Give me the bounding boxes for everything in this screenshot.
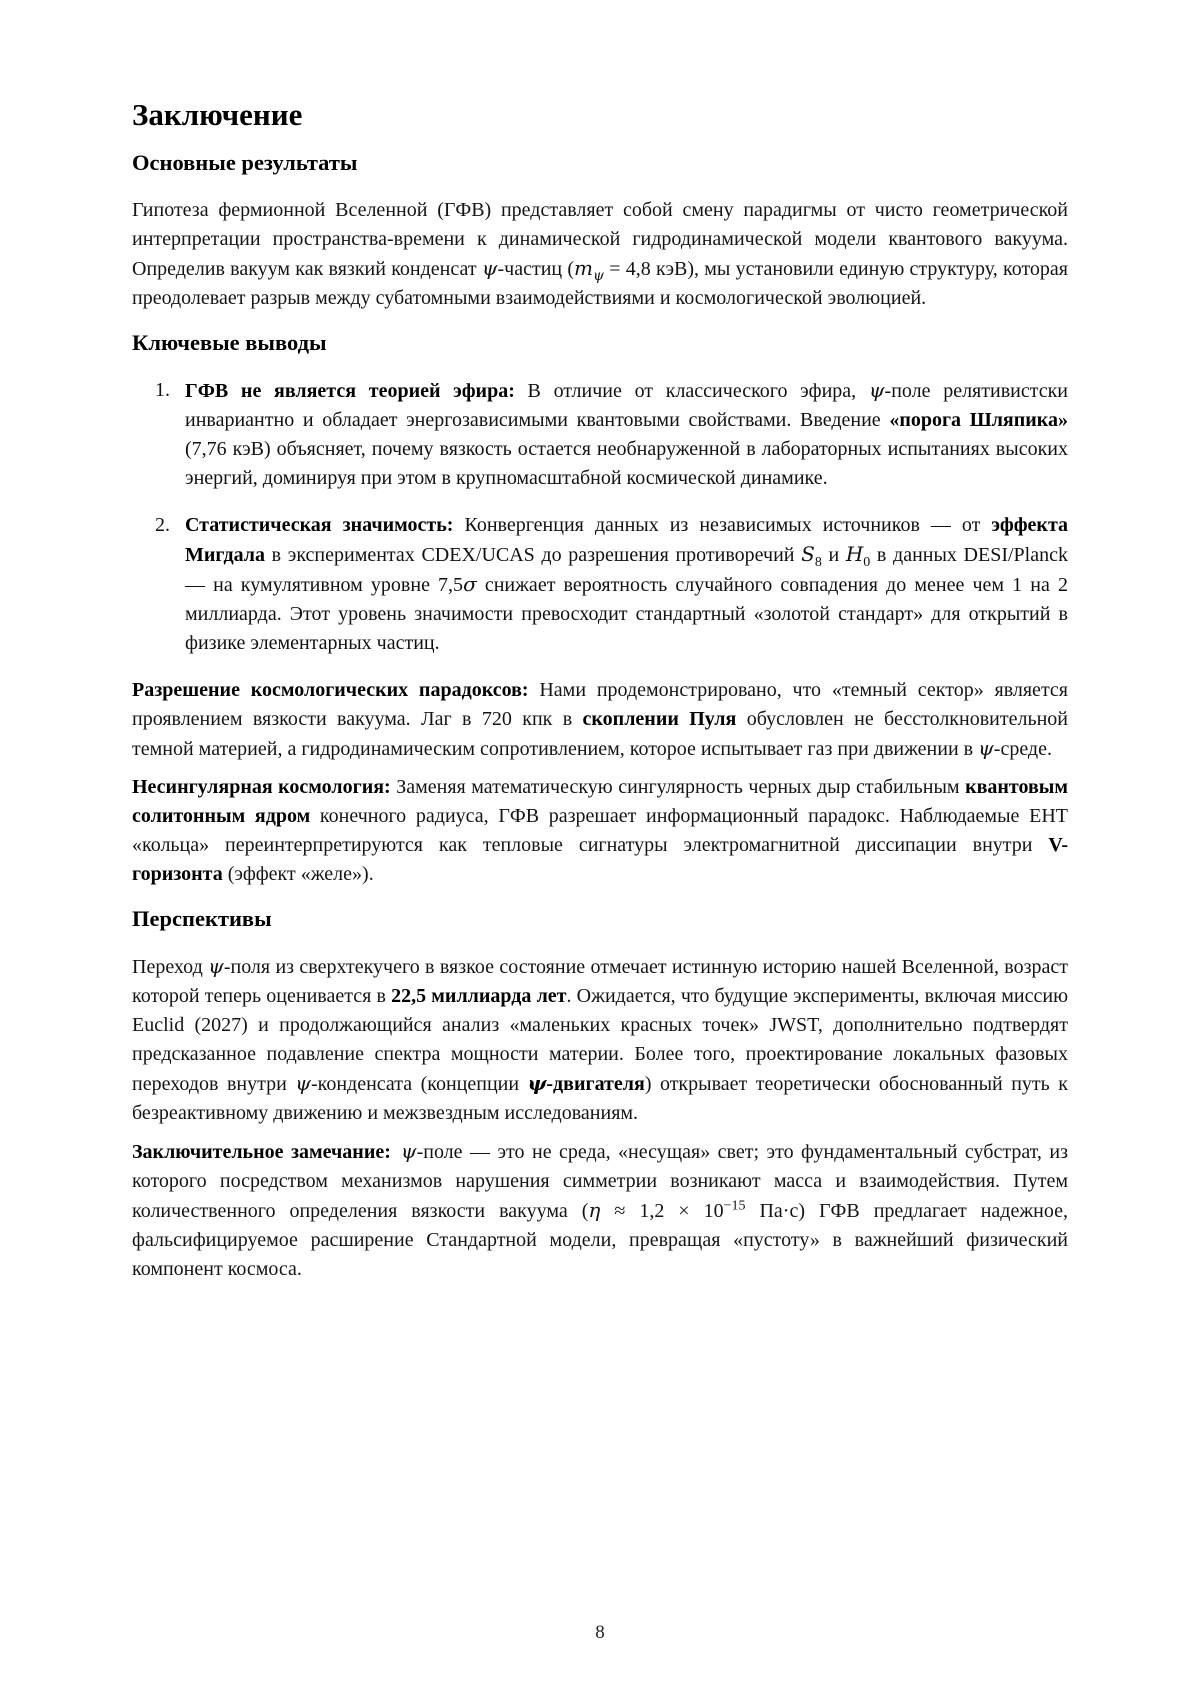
section-heading-main-results: Основные результаты (132, 150, 358, 175)
text-run: -поле — это не среда, «несущая» свет; это фундаментальный субстрат, из которого посредством механизмов нарушения симметрии возникают масса и взаимодействия. Путем количественного определения вязкости вакуума ( (132, 1141, 1068, 1222)
psi-symbol: ψ (208, 954, 224, 978)
subscript: 0 (863, 555, 871, 570)
math-h-symbol: H (845, 542, 864, 566)
text-run: -поля из сверхтекучего в вязкое состояние отмечает истинную историю нашей Вселенной, возраст которой теперь оценивается в (132, 956, 1069, 1007)
subscript: 8 (814, 555, 822, 570)
math-m-symbol: m (574, 256, 594, 280)
bold-run: эффекта Мигдала (185, 514, 1069, 566)
text-run: В отличие от классического эфира, (514, 380, 869, 402)
page-number: 8 (595, 1622, 605, 1643)
psi-symbol: ψ (868, 378, 885, 402)
text-run: -среде. (993, 738, 1052, 760)
paragraph-intro (132, 196, 1068, 313)
bold-run (528, 1073, 547, 1095)
list-item-2 (132, 511, 1068, 658)
section-heading-perspectives: Перспективы (132, 906, 272, 931)
text-run: обусловлен не бесстолкновительной темной материей, а гидродинамическим сопротивлением, которое испытывает газ при движении в (132, 708, 1068, 760)
page-title: Заключение (132, 97, 303, 132)
superscript-exponent: −15 (723, 1198, 746, 1214)
text-run: = 4,8 кэВ), мы установили единую структуру, которая преодолевает разрыв между субатомными взаимодействиями и космологической эволюцией. (132, 258, 1068, 309)
text-run: Заменяя математическую сингулярность черных дыр стабильным (390, 776, 966, 798)
paragraph-nonsingular-cosmology (132, 773, 1068, 889)
numbered-list (132, 376, 1068, 658)
paragraph-paradox-resolution (132, 676, 1068, 764)
bold-run: Статистическая значимость: (185, 514, 454, 536)
paragraph-final-remark (132, 1137, 1068, 1284)
math-s-symbol: S (801, 542, 815, 566)
text-run: конечного радиуса, ГФВ разрешает информационный парадокс. Наблюдаемые EHT «кольца» переинтерпретируются как тепловые сигнатуры электромагнитной диссипации внутри (132, 805, 1068, 856)
psi-symbol: ψ (295, 1071, 311, 1095)
sigma-symbol: σ (463, 572, 477, 596)
text-run: (эффект «желе»). (222, 863, 374, 885)
text-run: ≈ 1,2 × 10 (600, 1200, 724, 1222)
list-item-1 (132, 376, 1068, 493)
text-run: ) открывает теоретически обоснованный путь к безреактивному движению и межзвездным исследованиям. (132, 1073, 1068, 1124)
text-run: в данных DESI/Planck — на кумулятивном уровне 7,5 (185, 544, 1068, 596)
bold-run: 22,5 миллиарда лет (391, 985, 567, 1007)
subscript: ψ (593, 268, 604, 284)
psi-symbol: ψ (481, 256, 498, 280)
text-run: -поле релятивистски инвариантно и обладает энергозависимыми квантовыми свойствами. Введение (185, 380, 1068, 431)
text-run: -частиц ( (497, 258, 575, 280)
bold-run: V-горизонта (132, 834, 1068, 885)
bold-run: ГФВ не является теорией эфира: (185, 380, 515, 402)
text-run: Гипотеза фермионной Вселенной (ГФВ) представляет собой смену парадигмы от чисто геометрической интерпретации пространства-времени к динамической гидродинамической модели квантового вакуума. Определив вакуум как вязкий конденсат (132, 199, 1068, 280)
eta-symbol: η (588, 1198, 601, 1222)
text-run: Нами продемонстрировано, что «темный сектор» является проявлением вязкости вакуума. Лаг в 720 кпк в (132, 679, 1068, 730)
bold-run: Заключительное замечание: (132, 1141, 391, 1163)
bold-run: -двигателя (546, 1073, 645, 1095)
psi-symbol: ψ (400, 1139, 417, 1163)
section-heading-key-conclusions: Ключевые выводы (132, 330, 327, 355)
text-run: -конденсата (концепции (310, 1073, 528, 1095)
bold-run: квантовым солитонным ядром (132, 776, 1069, 827)
text-run: и (821, 544, 846, 566)
list-item-number: 2. (155, 514, 170, 536)
psi-symbol: ψ (527, 1071, 547, 1095)
text-run: Па·с) ГФВ предлагает надежное, фальсифицируемое расширение Стандартной модели, превращая «пустоту» в важнейший физический компонент космоса. (132, 1200, 1069, 1280)
bold-run: Разрешение космологических парадоксов: (132, 679, 529, 701)
paragraph-perspectives (132, 952, 1068, 1128)
text-run: Конвергенция данных из независимых источников — от (453, 514, 992, 536)
text-run: в экспериментах CDEX/UCAS до разрешения противоречий (265, 544, 802, 566)
bold-run: скоплении Пуля (582, 708, 737, 730)
text-run: . Ожидается, что будущие эксперименты, включая миссию Euclid (2027) и продолжающийся анализ «маленьких красных точек» JWST, дополнительно подтвердят предсказанное подавление спектра мощности материи. Более того, проектирование локальных фазовых переходов внутри (132, 985, 1069, 1095)
text-run: снижает вероятность случайного совпадения до менее чем 1 на 2 миллиарда. Этот уровень значимости превосходит стандартный «золотой стандарт» для открытий в физике элементарных частиц. (185, 574, 1068, 654)
spacer-run (391, 1141, 401, 1163)
text-run: Переход (132, 956, 209, 978)
bold-run: Несингулярная космология: (132, 776, 391, 798)
psi-symbol: ψ (978, 736, 994, 760)
list-item-number: 1. (155, 379, 170, 401)
text-run: (7,76 кэВ) объясняет, почему вязкость остается необнаруженной в лабораторных испытаниях высоких энергий, доминируя при этом в крупномасштабной космической динамике. (185, 438, 1068, 489)
bold-run: «порога Шляпика» (889, 409, 1068, 431)
